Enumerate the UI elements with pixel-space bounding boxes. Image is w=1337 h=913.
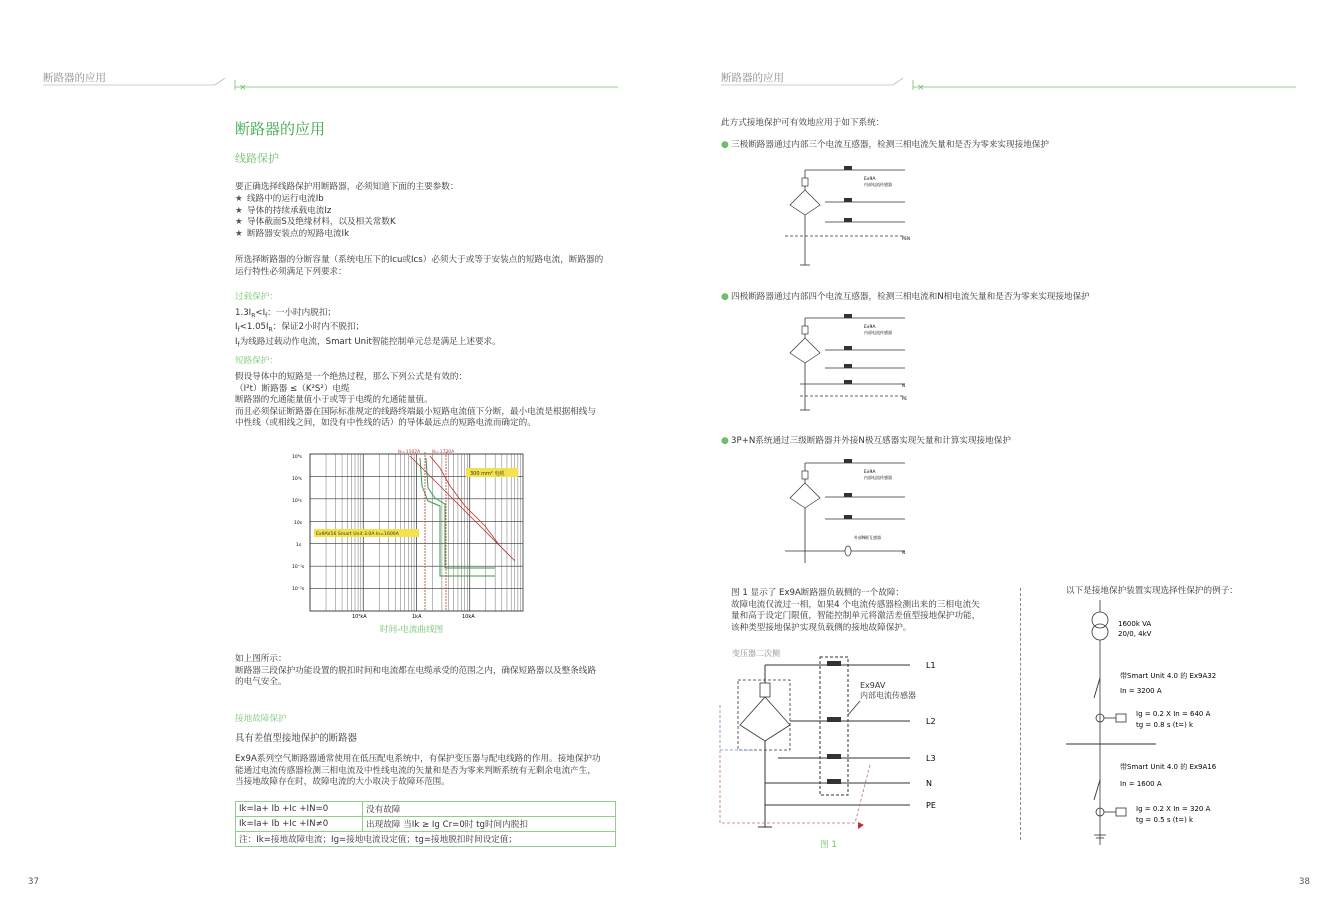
x-tick: 10²kA [352, 614, 367, 620]
y-tick: 10⁻¹s [292, 565, 305, 570]
svg-text:内部电流传感器: 内部电流传感器 [864, 182, 892, 187]
ik2-label: Ik=1730A [432, 450, 455, 455]
time-current-chart [290, 446, 535, 626]
svg-text:×: × [917, 83, 925, 92]
y-tick: 10s [294, 521, 303, 526]
figure1-text: 图 1 显示了 Ex9A断路器负载侧的一个故障： 故障电流仅流过一相，如果4 个电流传感器检测出来的三相电流矢 量和高于设定门限值，智能控制单元将激活差值型接地保护功能， 该种类型接地保护实现负载侧的接地故障保护。 [731, 588, 981, 633]
svg-text:tg = 0.8 s (t=) k: tg = 0.8 s (t=) k [1136, 721, 1194, 729]
svg-text:In = 3200 A: In = 3200 A [1120, 687, 1162, 695]
diagram-3pole [780, 160, 920, 270]
svg-text:外部N极互感器: 外部N极互感器 [854, 535, 881, 540]
chart-caption: 时间-电流曲线图 [380, 625, 444, 635]
list-item: ★ 导体截面S及绝缘材料，以及相关常数K [235, 217, 396, 228]
svg-text:N: N [902, 550, 905, 555]
bullet-4pole: ● 四极断路器通过内部四个电流互感器，检测三相电流和N相电流矢量和是否为零来实现接地保护 [721, 292, 1090, 302]
svg-text:In = 1600 A: In = 1600 A [1120, 780, 1162, 788]
selectivity-diagram [1066, 600, 1291, 845]
list-item: ★ 断路器安装点的短路电流Ik [235, 228, 350, 239]
fault-table [235, 801, 616, 847]
diagram-3p-n [780, 455, 920, 565]
left-running-header: 断路器的应用 [43, 72, 106, 84]
page-title: 断路器的应用 [235, 120, 326, 138]
svg-text:L1: L1 [926, 661, 936, 670]
x-tick: 10kA [462, 614, 475, 620]
y-tick: 10⁻²s [292, 587, 305, 592]
ik1-label: Ik=1102A [398, 450, 421, 455]
list-item: ★ 线路中的运行电流Ib [235, 194, 324, 204]
earth-fault-heading: 接地故障保护 [235, 714, 287, 724]
sensor-label: 内部电流传感器 [860, 691, 916, 700]
short-circuit-text: 假设导体中的短路是一个绝热过程，那么下列公式是有效的： （I²t）断路器 ≤（K²S²）电缆 断路器的允通能量值小于或等于电缆的允通能量值。 而且必须保证断路器在国际标准规定的线路终端最小短路电流值下分断，最小电流是根据相线与 中性线（或相线之间，如没有中性线的话）的导体最远点的短路电流而确定的。 [235, 372, 596, 429]
device-label: Ex9AV16 Smart Unit 3.0A In=1600A [316, 532, 399, 537]
svg-text:N: N [902, 383, 905, 388]
page-number-right: 38 [1299, 877, 1310, 887]
svg-text:Ig = 0.2 X In = 640 A: Ig = 0.2 X In = 640 A [1136, 710, 1211, 718]
page-number-left: 37 [28, 877, 39, 887]
y-tick: 10²s [292, 499, 302, 504]
figure1-caption: 图 1 [820, 840, 837, 850]
svg-text:N: N [926, 779, 932, 788]
table-row: Ik=Ia+ Ib +Ic +IN=0 没有故障 [236, 802, 616, 817]
svg-text:×: × [239, 83, 247, 92]
overload-text: $1.3I_R<I_f$：一小时内脱扣； $I_f<1.05I_R$：保证2小时内不脱扣； $I_f$为线路过载动作电流，Smart Unit智能控制单元总是满足上述要求。 [235, 308, 501, 349]
short-circuit-heading: 短路保护： [235, 356, 278, 366]
y-tick: 1s [296, 543, 302, 548]
right-running-header: 断路器的应用 [721, 72, 784, 84]
bullet-3p-n: ● 3P+N系统通过三级断路器并外接N极互感器实现矢量和计算实现接地保护 [721, 436, 1011, 446]
column-divider [1020, 588, 1021, 840]
svg-text:Ex9A: Ex9A [864, 177, 876, 182]
ex9av-label: Ex9AV [860, 681, 886, 690]
right-header-rule [721, 78, 1296, 92]
earth-fault-subheading: 具有差值型接地保护的断路器 [235, 733, 357, 744]
bullet-3pole: ● 三极断路器通过内部三个电流互感器，检测三相电流矢量和是否为零来实现接地保护 [721, 140, 1049, 150]
earth-fault-text: Ex9A系列空气断路器通常使用在低压配电系统中，有保护变压器与配电线路的作用。接地保护功 能通过电流传感器检测三相电流及中性线电流的矢量和是否为零来判断系统有无剩余电流产生， 当接地故障存在时，故障电流的大小取决于故障环范围。 [235, 754, 601, 788]
capacity-text: 所选择断路器的分断容量（系统电压下的Icu或Ics）必须大于或等于安装点的短路电流，断路器的 运行特性必须满足下列要求： [235, 255, 604, 277]
secondary-label: 变压器二次侧 [732, 649, 780, 658]
x-tick: 1kA [412, 614, 422, 620]
cable-label: 300 mm² 电缆 [470, 471, 505, 477]
svg-text:tg = 0.5 s (t=) k: tg = 0.5 s (t=) k [1136, 816, 1194, 824]
table-row: Ik=Ia+ Ib +Ic +IN≠0 出现故障 当Ik ≥ Ig Cr=0时 tg时间内脱扣 [236, 817, 616, 832]
svg-text:PEN: PEN [902, 236, 910, 241]
left-header-rule [43, 78, 618, 92]
svg-text:Ig = 0.2 X In = 320 A: Ig = 0.2 X In = 320 A [1136, 805, 1211, 813]
param-list [235, 194, 396, 240]
svg-text:带Smart Unit 4.0 的 Ex9A32: 带Smart Unit 4.0 的 Ex9A32 [1120, 672, 1217, 680]
svg-text:1600k VA: 1600k VA [1118, 620, 1152, 628]
svg-text:Ex9A: Ex9A [864, 325, 876, 330]
svg-text:L2: L2 [926, 717, 936, 726]
svg-text:内部电流传感器: 内部电流传感器 [864, 475, 892, 480]
after-chart-text: 如上图所示： 断路器三段保护功能设置的脱扣时间和电流都在电缆承受的范围之内，确保短路器以及整条线路 的电气安全。 [235, 654, 596, 688]
section-title-line-protection: 线路保护 [235, 152, 279, 165]
svg-text:20/0, 4kV: 20/0, 4kV [1118, 630, 1152, 638]
table-row: 注：Ik=接地故障电流；Ig=接地电流设定值；tg=接地脱扣时间设定值； [236, 832, 616, 847]
selectivity-title: 以下是接地保护装置实现选择性保护的例子： [1066, 586, 1238, 596]
y-tick: 10³s [292, 477, 302, 482]
right-intro: 此方式接地保护可有效地应用于如下系统： [721, 118, 885, 128]
svg-text:带Smart Unit 4.0 的 Ex9A16: 带Smart Unit 4.0 的 Ex9A16 [1120, 763, 1217, 771]
svg-text:L3: L3 [926, 754, 936, 763]
overload-heading: 过载保护： [235, 292, 278, 302]
figure1-diagram [710, 645, 950, 845]
svg-text:Ex9A: Ex9A [864, 470, 876, 475]
svg-text:PE: PE [926, 801, 936, 810]
y-tick: 10⁴s [292, 455, 302, 460]
list-item: ★ 导体的持续承载电流Iz [235, 205, 332, 216]
svg-text:内部电流传感器: 内部电流传感器 [864, 330, 892, 335]
intro-text: 要正确选择线路保护用断路器，必须知道下面的主要参数： [235, 182, 459, 192]
svg-text:PE: PE [902, 396, 907, 401]
diagram-4pole [780, 310, 920, 415]
